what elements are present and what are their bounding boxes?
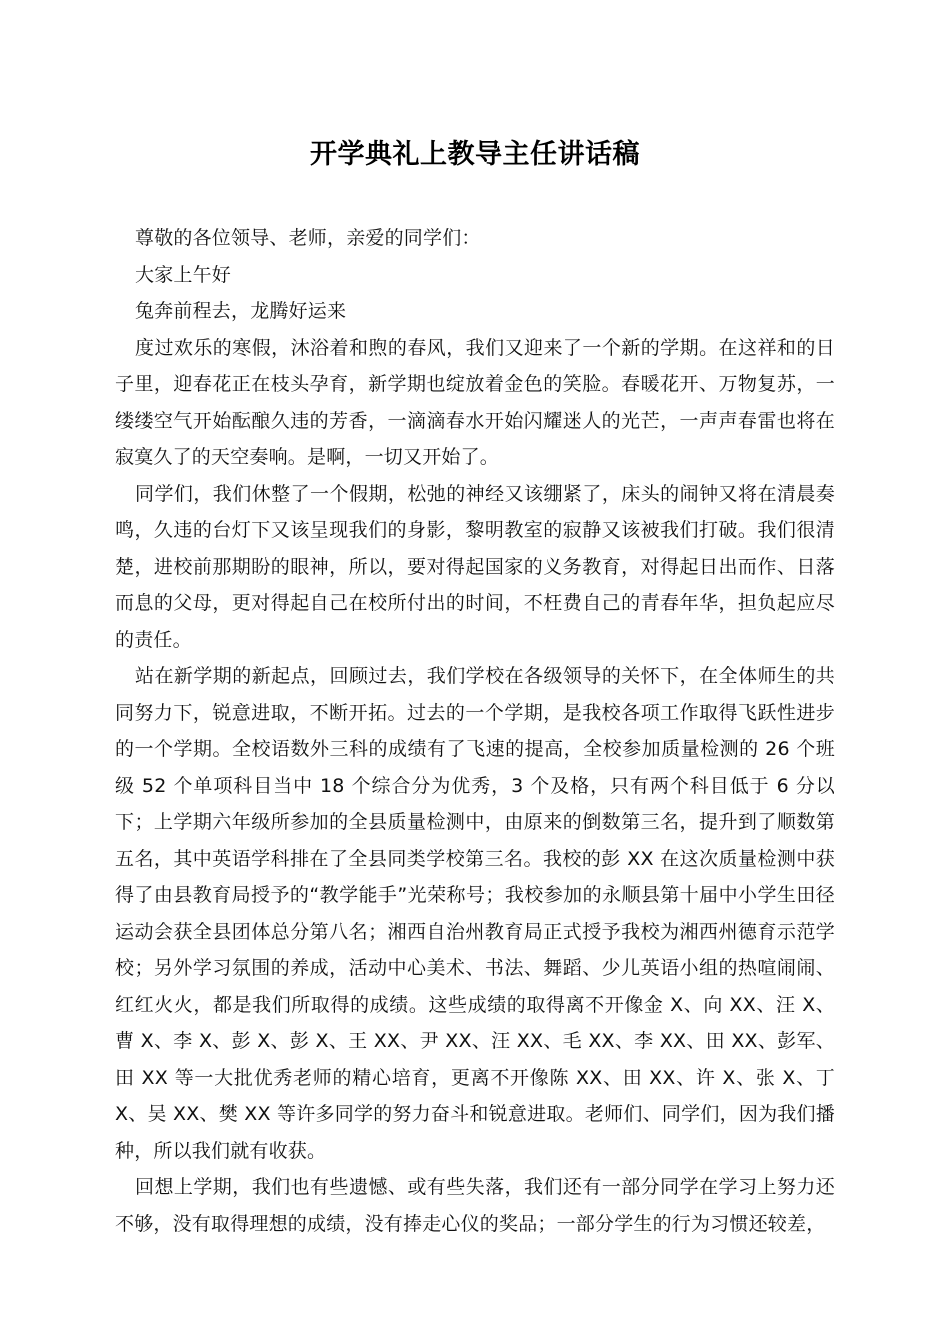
document-body [115, 220, 835, 1242]
greeting-paragraph: 大家上午好 [135, 263, 232, 286]
document-title: 开学典礼上教导主任讲话稿 [310, 139, 640, 170]
body-paragraph: 站在新学期的新起点，回顾过去，我们学校在各级领导的关怀下，在全体师生的共同努力下，锐意进取，不断开拓。过去的一个学期，是我校各项工作取得飞跃性进步的一个学期。全校语数外三科的成绩有了飞速的提高，全校参加质量检测的 26 个班级 52 个单项科目当中 18 个综合分为优秀，3 个及格，只有两个科目低于 6 分以下；上学期六年级所参加的全县质量检测中，由原来的倒数第三名，提升到了顺数第五名，其中英语学科排在了全县同类学校第三名。我校的彭 XX 在这次质量检测中获得了由县教育局授予的“教学能手”光荣称号；我校参加的永顺县第十届中小学生田径运动会获全县团体总分第八名；湘西自治州教育局正式授予我校为湘西州德育示范学校；另外学习氛围的养成，活动中心美术、书法、舞蹈、少儿英语小组的热喧闹闹、红红火火，都是我们所取得的成绩。这些成绩的取得离不开像金 X、向 XX、汪 X、曹 X、李 X、彭 X、彭 X、王 XX、尹 XX、汪 XX、毛 XX、李 XX、田 XX、彭军、田 XX 等一大批优秀老师的精心培育，更离不开像陈 XX、田 XX、许 X、张 X、丁 X、吴 XX、樊 XX 等许多同学的努力奋斗和锐意进取。老师们、同学们，因为我们播种，所以我们就有收获。 [115, 665, 835, 1162]
new-year-phrase-paragraph: 兔奔前程去，龙腾好运来 [135, 300, 347, 322]
salutation-paragraph: 尊敬的各位领导、老师，亲爱的同学们： [135, 227, 481, 249]
body-paragraph: 回想上学期，我们也有些遗憾、或有些失落，我们还有一部分同学在学习上努力还不够，没有取得理想的成绩，没有捧走心仪的奖品；一部分学生的行为习惯还较差， [115, 1176, 835, 1235]
body-paragraph: 同学们，我们休整了一个假期，松弛的神经又该绷紧了，床头的闹钟又将在清晨奏鸣，久违的台灯下又该呈现我们的身影，黎明教室的寂静又该被我们打破。我们很清楚，进校前那期盼的眼神，所以，要对得起国家的义务教育，对得起日出而作、日落而息的父母，更对得起自己在校所付出的时间，不枉费自己的青春年华，担负起应尽的责任。 [115, 482, 835, 651]
body-paragraph: 度过欢乐的寒假，沐浴着和煦的春风，我们又迎来了一个新的学期。在这祥和的日子里，迎春花正在枝头孕育，新学期也绽放着金色的笑脸。春暖花开、万物复苏，一缕缕空气开始酝酿久违的芳香，一滴滴春水开始闪耀迷人的光芒，一声声春雷也将在寂寞久了的天空奏响。是啊，一切又开始了。 [115, 336, 835, 468]
